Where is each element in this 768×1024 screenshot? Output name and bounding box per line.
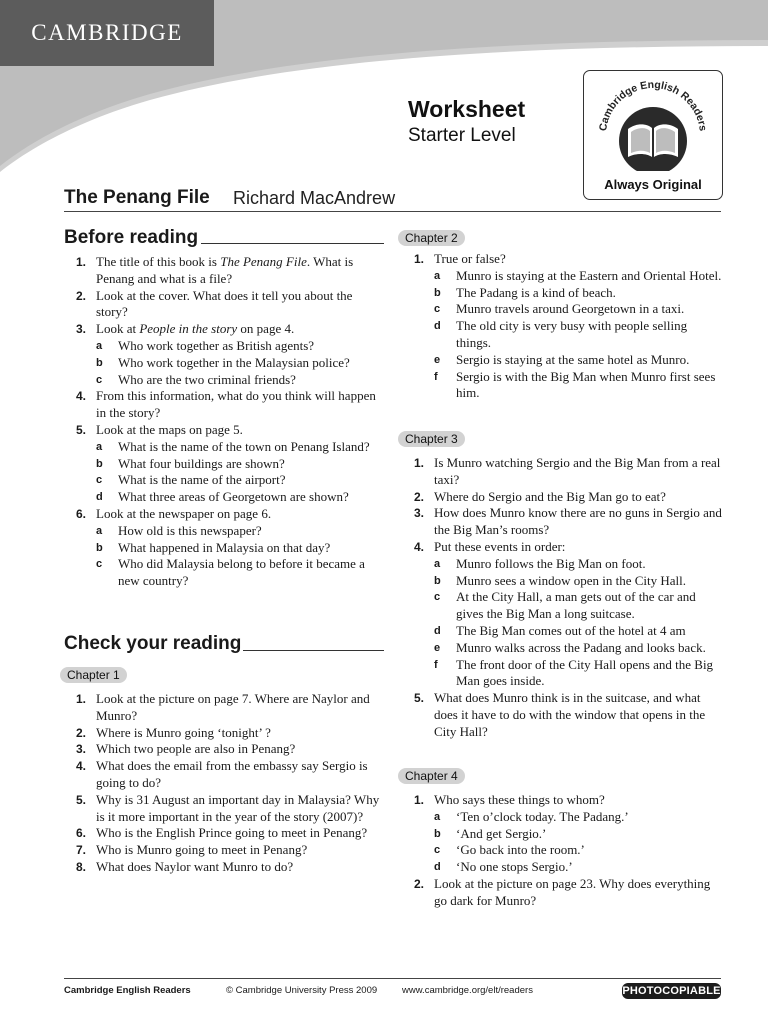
sub-question-item: [402, 842, 722, 859]
sub-question-letter: b: [96, 356, 103, 369]
sub-question-letter: d: [434, 624, 441, 637]
sub-question-letter: b: [96, 457, 103, 470]
question-text: Look at People in the story on page 4.: [96, 321, 295, 337]
question-item: [64, 506, 386, 523]
sub-question-letter: b: [434, 286, 441, 299]
question-number: 1.: [75, 692, 86, 706]
sub-question-item: [402, 623, 722, 640]
sub-question-letter: c: [96, 474, 103, 487]
title-divider: [64, 211, 721, 212]
sub-question-text: ‘And get Sergio.’: [456, 825, 547, 841]
question-text: The title of this book is The Penang File. What is Penang and what is a file?: [96, 254, 354, 286]
chapter-2-list: [402, 251, 722, 402]
question-number: 5.: [75, 792, 86, 807]
question-text: Look at the picture on page 23. Why does everything go dark for Munro?: [434, 875, 711, 908]
question-text: Who is the English Prince going to meet in Penang?: [96, 825, 368, 841]
sub-question-text: Who work together in the Malaysian police?: [118, 354, 350, 370]
sub-question-text: At the City Hall, a man gets out of the car and gives the Big Man a long suitcase.: [456, 589, 696, 622]
sub-question-letter: c: [96, 558, 103, 571]
question-item: [402, 251, 722, 268]
sub-question-letter: b: [434, 574, 441, 587]
question-number: 8.: [75, 859, 86, 874]
sub-question-text: The old city is very busy with people selling things.: [456, 318, 688, 350]
question-text: Why is 31 August an important day in Malaysia? Why is it more important in the year of the story (2007)?: [96, 791, 380, 824]
sub-question-text: Munro travels around Georgetown in a taxi.: [456, 301, 685, 317]
question-item: [402, 690, 722, 740]
sub-question-item: [402, 301, 722, 318]
footer-copyright: © Cambridge University Press 2009: [226, 985, 378, 996]
question-text: Put these events in order:: [434, 538, 566, 554]
sub-question-item: [64, 556, 386, 590]
question-number: 4.: [75, 759, 86, 774]
chapter-1-chip: Chapter 1: [60, 667, 127, 683]
sub-question-text: What happened in Malaysia on that day?: [118, 539, 331, 555]
question-text: Look at the maps on page 5.: [96, 421, 243, 437]
question-text: What does Naylor want Munro to do?: [96, 858, 294, 874]
sub-question-item: [402, 640, 722, 657]
sub-question-item: [64, 372, 386, 389]
question-text: Where is Munro going ‘tonight’ ?: [96, 724, 271, 740]
sub-question-text: What four buildings are shown?: [118, 455, 285, 471]
book-author: Richard MacAndrew: [233, 188, 396, 208]
sub-question-item: [402, 352, 722, 369]
question-number: 2.: [75, 725, 86, 740]
sub-question-item: [64, 338, 386, 355]
question-number: 2.: [75, 288, 86, 303]
question-number: 4.: [75, 389, 86, 404]
sub-question-letter: d: [434, 861, 441, 874]
before-reading-rule: [201, 243, 384, 244]
chapter-3-chip: Chapter 3: [398, 431, 465, 447]
question-text: Who is Munro going to meet in Penang?: [96, 842, 308, 858]
sub-question-letter: c: [434, 844, 441, 857]
question-text: Where do Sergio and the Big Man go to eat?: [434, 488, 666, 504]
question-text: Which two people are also in Penang?: [96, 741, 296, 757]
question-number: 3.: [75, 322, 86, 337]
sub-question-item: [402, 285, 722, 302]
before-reading-heading: Before reading: [64, 227, 199, 248]
sub-question-letter: b: [96, 541, 103, 554]
question-item: [64, 321, 386, 338]
question-number: 6.: [75, 506, 86, 521]
question-number: 4.: [413, 539, 424, 554]
question-item: [402, 792, 722, 809]
question-item: [64, 254, 386, 288]
sub-question-letter: a: [96, 339, 103, 352]
footer-series: Cambridge English Readers: [64, 985, 191, 996]
question-item: [402, 539, 722, 556]
sub-question-letter: c: [434, 303, 441, 316]
question-item: [64, 792, 386, 826]
sub-question-letter: a: [96, 440, 103, 453]
question-item: [64, 388, 386, 422]
question-item: [64, 741, 386, 758]
question-number: 7.: [75, 843, 86, 858]
question-number: 2.: [413, 489, 424, 504]
sub-question-text: Who work together as British agents?: [118, 337, 315, 353]
sub-question-letter: f: [434, 658, 438, 671]
question-text: True or false?: [434, 251, 506, 266]
cambridge-logo: CAMBRIDGE: [0, 0, 214, 66]
chapter-2-chip: Chapter 2: [398, 230, 465, 246]
sub-question-text: Sergio is with the Big Man when Munro first sees him.: [456, 368, 716, 401]
sub-question-item: [402, 573, 722, 590]
question-item: [64, 758, 386, 792]
badge-arc-text: Cambridge English Readers: [597, 78, 709, 132]
sub-question-text: The Padang is a kind of beach.: [456, 284, 616, 300]
sub-question-text: Sergio is staying at the same hotel as Munro.: [456, 351, 690, 367]
badge-label: Always Original: [604, 177, 702, 192]
question-item: [64, 691, 386, 725]
sub-question-text: Who are the two criminal friends?: [118, 371, 296, 387]
question-text: Look at the newspaper on page 6.: [96, 505, 272, 521]
question-item: [64, 842, 386, 859]
open-book-icon: [584, 71, 722, 171]
question-text: Look at the cover. What does it tell you about the story?: [96, 287, 353, 320]
sub-question-text: The front door of the City Hall opens and the Big Man goes inside.: [456, 656, 714, 689]
sub-question-item: [64, 439, 386, 456]
sub-question-letter: a: [434, 810, 441, 823]
sub-question-item: [402, 268, 722, 285]
sub-question-item: [402, 826, 722, 843]
sub-question-text: How old is this newspaper?: [118, 522, 262, 538]
question-item: [64, 422, 386, 439]
question-item: [402, 505, 722, 539]
sub-question-letter: c: [96, 373, 103, 386]
sub-question-text: What is the name of the airport?: [118, 472, 286, 488]
question-number: 1.: [75, 255, 86, 269]
sub-question-text: ‘No one stops Sergio.’: [456, 859, 573, 875]
check-reading-heading: Check your reading: [64, 633, 242, 654]
question-item: [402, 489, 722, 506]
sub-question-letter: e: [434, 353, 441, 366]
footer-url[interactable]: www.cambridge.org/elt/readers: [402, 985, 533, 996]
cambridge-readers-badge: [583, 70, 723, 200]
question-number: 1.: [413, 252, 424, 266]
footer-divider: [64, 978, 721, 979]
sub-question-item: [64, 456, 386, 473]
question-item: [64, 859, 386, 876]
book-title: The Penang File: [64, 187, 210, 208]
question-item: [64, 288, 386, 322]
worksheet-level: Starter Level: [408, 125, 516, 146]
sub-question-item: [64, 523, 386, 540]
sub-question-item: [402, 369, 722, 403]
question-item: [402, 876, 722, 910]
chapter-4-chip: Chapter 4: [398, 768, 465, 784]
sub-question-item: [402, 556, 722, 573]
question-item: [402, 455, 722, 489]
question-number: 3.: [413, 506, 424, 521]
question-number: 1.: [413, 456, 424, 470]
sub-question-item: [402, 809, 722, 826]
sub-question-text: Munro walks across the Padang and looks back.: [456, 639, 706, 655]
check-reading-rule: [243, 650, 384, 651]
sub-question-letter: a: [434, 557, 441, 570]
sub-question-text: What three areas of Georgetown are shown?: [118, 489, 349, 505]
sub-question-text: Munro follows the Big Man on foot.: [456, 555, 646, 571]
sub-question-item: [64, 540, 386, 557]
sub-question-letter: f: [434, 370, 438, 383]
sub-question-item: [402, 318, 722, 352]
question-item: [64, 725, 386, 742]
question-text: Is Munro watching Sergio and the Big Man from a real taxi?: [434, 455, 721, 487]
question-text: Who says these things to whom?: [434, 792, 605, 807]
sub-question-letter: a: [96, 524, 103, 537]
question-text: What does Munro think is in the suitcase, and what does it have to do with the window that opens in the City Hall?: [434, 690, 706, 739]
sub-question-letter: d: [96, 491, 103, 504]
sub-question-item: [64, 489, 386, 506]
question-text: From this information, what do you think will happen in the story?: [96, 388, 376, 421]
sub-question-text: Munro sees a window open in the City Hall.: [456, 572, 686, 588]
question-number: 3.: [75, 742, 86, 757]
sub-question-text: What is the name of the town on Penang Island?: [118, 438, 370, 454]
sub-question-letter: d: [434, 320, 441, 333]
sub-question-item: [402, 589, 722, 623]
sub-question-text: Munro is staying at the Eastern and Oriental Hotel.: [456, 267, 722, 283]
sub-question-item: [64, 355, 386, 372]
photocopiable-badge: PHOTOCOPIABLE: [622, 985, 721, 997]
sub-question-letter: e: [434, 641, 441, 654]
question-item: [64, 825, 386, 842]
question-number: 1.: [413, 793, 424, 807]
question-number: 2.: [413, 876, 424, 891]
sub-question-text: ‘Ten o’clock today. The Padang.’: [456, 808, 629, 824]
question-number: 6.: [75, 826, 86, 841]
question-text: Look at the picture on page 7. Where are Naylor and Munro?: [96, 691, 370, 723]
sub-question-text: The Big Man comes out of the hotel at 4 am: [456, 622, 686, 638]
question-number: 5.: [75, 422, 86, 437]
sub-question-text: Who did Malaysia belong to before it became a new country?: [118, 556, 365, 589]
worksheet-title: Worksheet: [408, 96, 526, 122]
sub-question-item: [402, 859, 722, 876]
question-text: What does the email from the embassy say Sergio is going to do?: [96, 758, 368, 790]
sub-question-letter: c: [434, 591, 441, 604]
chapter-4-list: [402, 792, 722, 910]
sub-question-text: ‘Go back into the room.’: [456, 842, 585, 858]
sub-question-item: [64, 472, 386, 489]
sub-question-letter: b: [434, 827, 441, 840]
question-text: How does Munro know there are no guns in Sergio and the Big Man’s rooms?: [434, 505, 722, 538]
chapter-1-list: [64, 691, 386, 876]
question-number: 5.: [413, 691, 424, 706]
sub-question-item: [402, 657, 722, 691]
before-reading-list: [64, 254, 386, 590]
chapter-3-list: [402, 455, 722, 741]
sub-question-letter: a: [434, 269, 441, 282]
